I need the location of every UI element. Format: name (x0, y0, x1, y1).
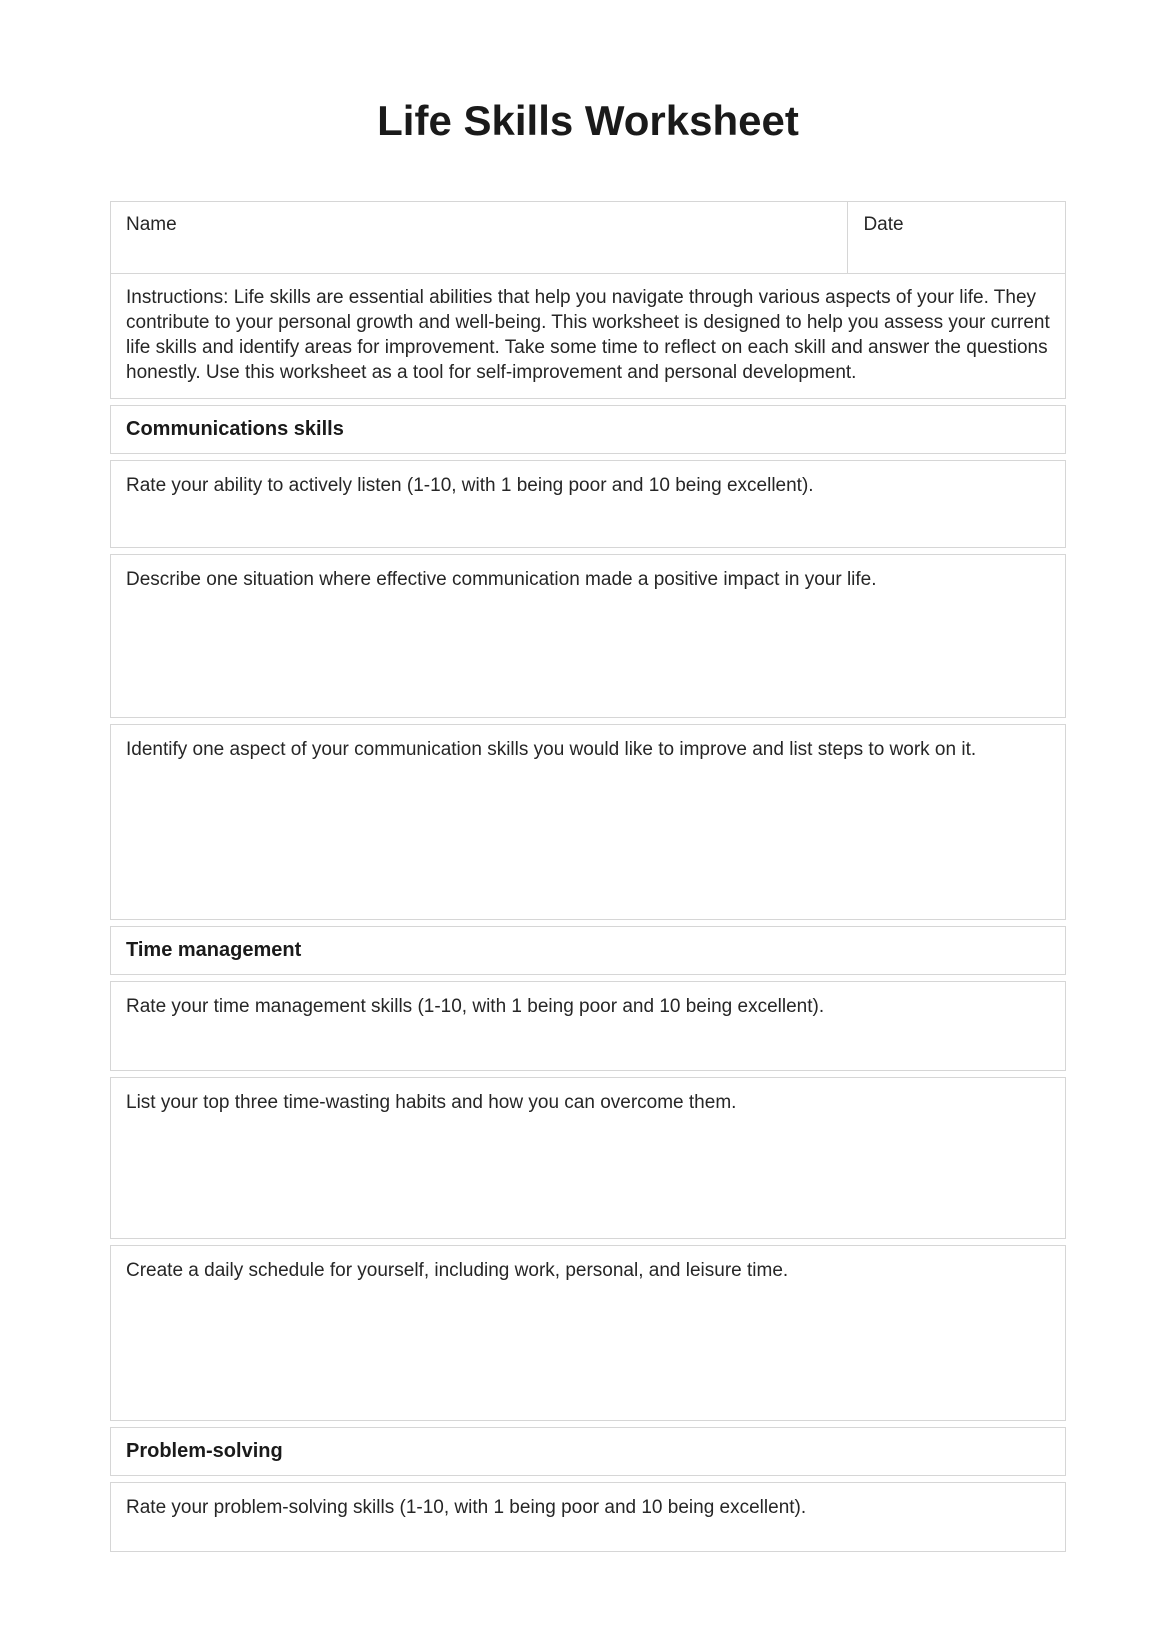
question-text: Rate your ability to actively listen (1-10, with 1 being poor and 10 being excellent). (126, 475, 814, 496)
answer-area[interactable] (111, 592, 1065, 717)
section-header-problem-solving: Problem-solving (110, 1427, 1066, 1476)
date-field[interactable] (848, 202, 1065, 273)
answer-area[interactable] (111, 762, 1065, 919)
name-date-row (111, 202, 1065, 274)
question-row-problem-1 (110, 1482, 1066, 1552)
section-header-time-management: Time management (110, 926, 1066, 975)
question-text: Describe one situation where effective communication made a positive impact in your life. (126, 569, 877, 590)
question-row-communications-1 (110, 460, 1066, 548)
worksheet-page (110, 0, 1066, 1552)
date-label: Date (863, 214, 904, 235)
question-text: Rate your problem-solving skills (1-10, with 1 being poor and 10 being excellent). (126, 1497, 807, 1518)
instructions-text: Instructions: Life skills are essential abilities that help you navigate through various aspects of your life. They contribute to your personal growth and well-being. This worksheet is designed to help you assess your current life skills and identify areas for improvement. Take some time to reflect on each skill and answer the questions honestly. Use this worksheet as a tool for self-improvement and personal development. (126, 287, 1050, 383)
question-row-time-1 (110, 981, 1066, 1071)
question-row-time-3 (110, 1245, 1066, 1421)
header-block (110, 201, 1066, 399)
answer-area[interactable] (111, 1115, 1065, 1238)
answer-area[interactable] (111, 1019, 1065, 1070)
answer-area[interactable] (111, 498, 1065, 547)
question-text: Rate your time management skills (1-10, with 1 being poor and 10 being excellent). (126, 996, 825, 1017)
question-text: Identify one aspect of your communication skills you would like to improve and list steps to work on it. (126, 739, 977, 760)
question-text: Create a daily schedule for yourself, including work, personal, and leisure time. (126, 1260, 789, 1281)
question-row-communications-3 (110, 724, 1066, 920)
question-text: List your top three time-wasting habits and how you can overcome them. (126, 1092, 737, 1113)
question-row-time-2 (110, 1077, 1066, 1239)
name-field[interactable] (111, 202, 848, 273)
name-label: Name (126, 214, 177, 235)
question-row-communications-2 (110, 554, 1066, 718)
page-title: Life Skills Worksheet (377, 97, 799, 144)
answer-area[interactable] (111, 1283, 1065, 1420)
section-header-communications-skills: Communications skills (110, 405, 1066, 454)
answer-area[interactable] (111, 1520, 1065, 1551)
